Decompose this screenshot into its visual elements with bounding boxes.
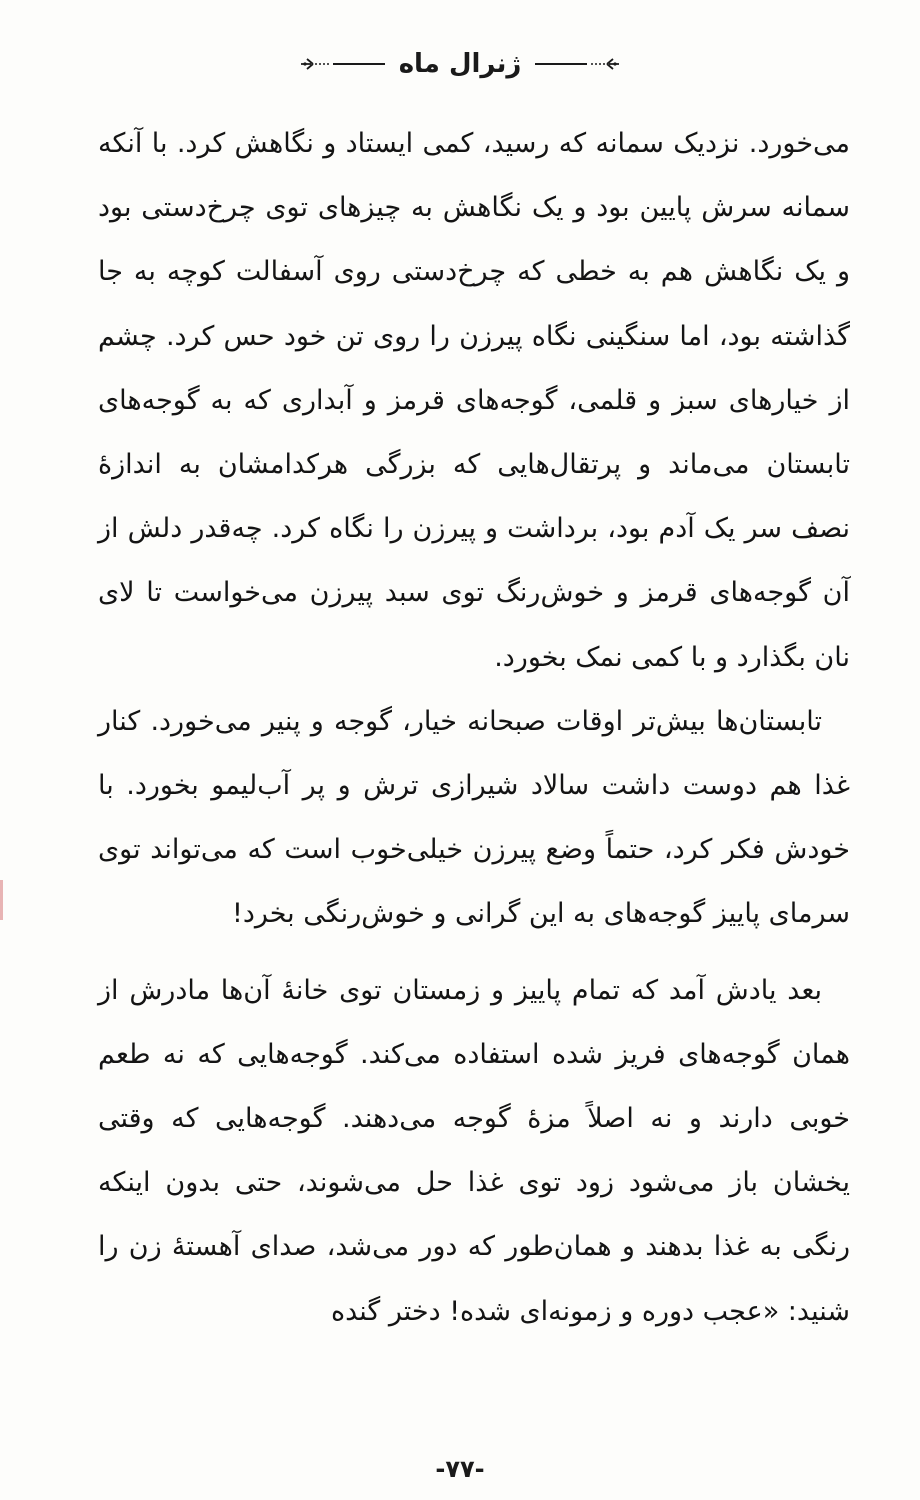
- running-header-title: ژنرال ماه: [398, 49, 522, 79]
- page-edge-mark: [0, 880, 3, 920]
- paragraph: بعد یادش آمد که تمام پاییز و زمستان توی خانهٔ آن‌ها مادرش از همان گوجه‌های فریز شده استفاده می‌کند. گوجه‌هایی که نه طعم خوبی دارند و نه اصلاً مزهٔ گوجه می‌دهند. گوجه‌هایی که وقتی یخشان باز می‌شود زود توی غذا حل می‌شوند، حتی بدون اینکه رنگی به غذا بدهند و همان‌طور که دور می‌شد، صدای آهستهٔ زن را شنید: «عجب دوره و زمونه‌ای شده! دختر گنده: [98, 974, 850, 1327]
- running-header: [0, 44, 920, 84]
- ornament-left-icon: [299, 56, 385, 72]
- paragraph: می‌خورد. نزدیک سمانه که رسید، کمی ایستاد و نگاهش کرد. با آنکه سمانه سرش پایین بود و یک نگاهش به چیزهای توی چرخ‌دستی بود و یک نگاهش هم به خطی که چرخ‌دستی روی آسفالت کوچه به جا گذاشته بود، اما سنگینی نگاه پیرزن را روی تن خود حس کرد. چشم از خیارهای سبز و قلمی، گوجه‌های قرمز و آبداری که به گوجه‌های تابستان می‌ماند و پرتقال‌هایی که بزرگی هرکدامشان به اندازهٔ نصف سر یک آدم بود، برداشت و پیرزن را نگاه کرد. چه‌قدر دلش از آن گوجه‌های قرمز و خوش‌رنگ توی سبد پیرزن می‌خواست تا لای نان بگذارد و با کمی نمک بخورد.: [98, 128, 850, 673]
- paragraph: تابستان‌ها بیش‌تر اوقات صبحانه خیار، گوجه و پنیر می‌خورد. کنار غذا هم دوست داشت سالاد شیرازی ترش و پر آب‌لیمو بخورد. با خودش فکر کرد، حتماً وضع پیرزن خیلی‌خوب است که می‌تواند توی سرمای پاییز گوجه‌های به این گرانی و خوش‌رنگی بخرد!: [98, 705, 850, 930]
- page-number: -۷۷-: [435, 1455, 485, 1483]
- body-text: [98, 112, 850, 1344]
- ornament-right-icon: [535, 56, 621, 72]
